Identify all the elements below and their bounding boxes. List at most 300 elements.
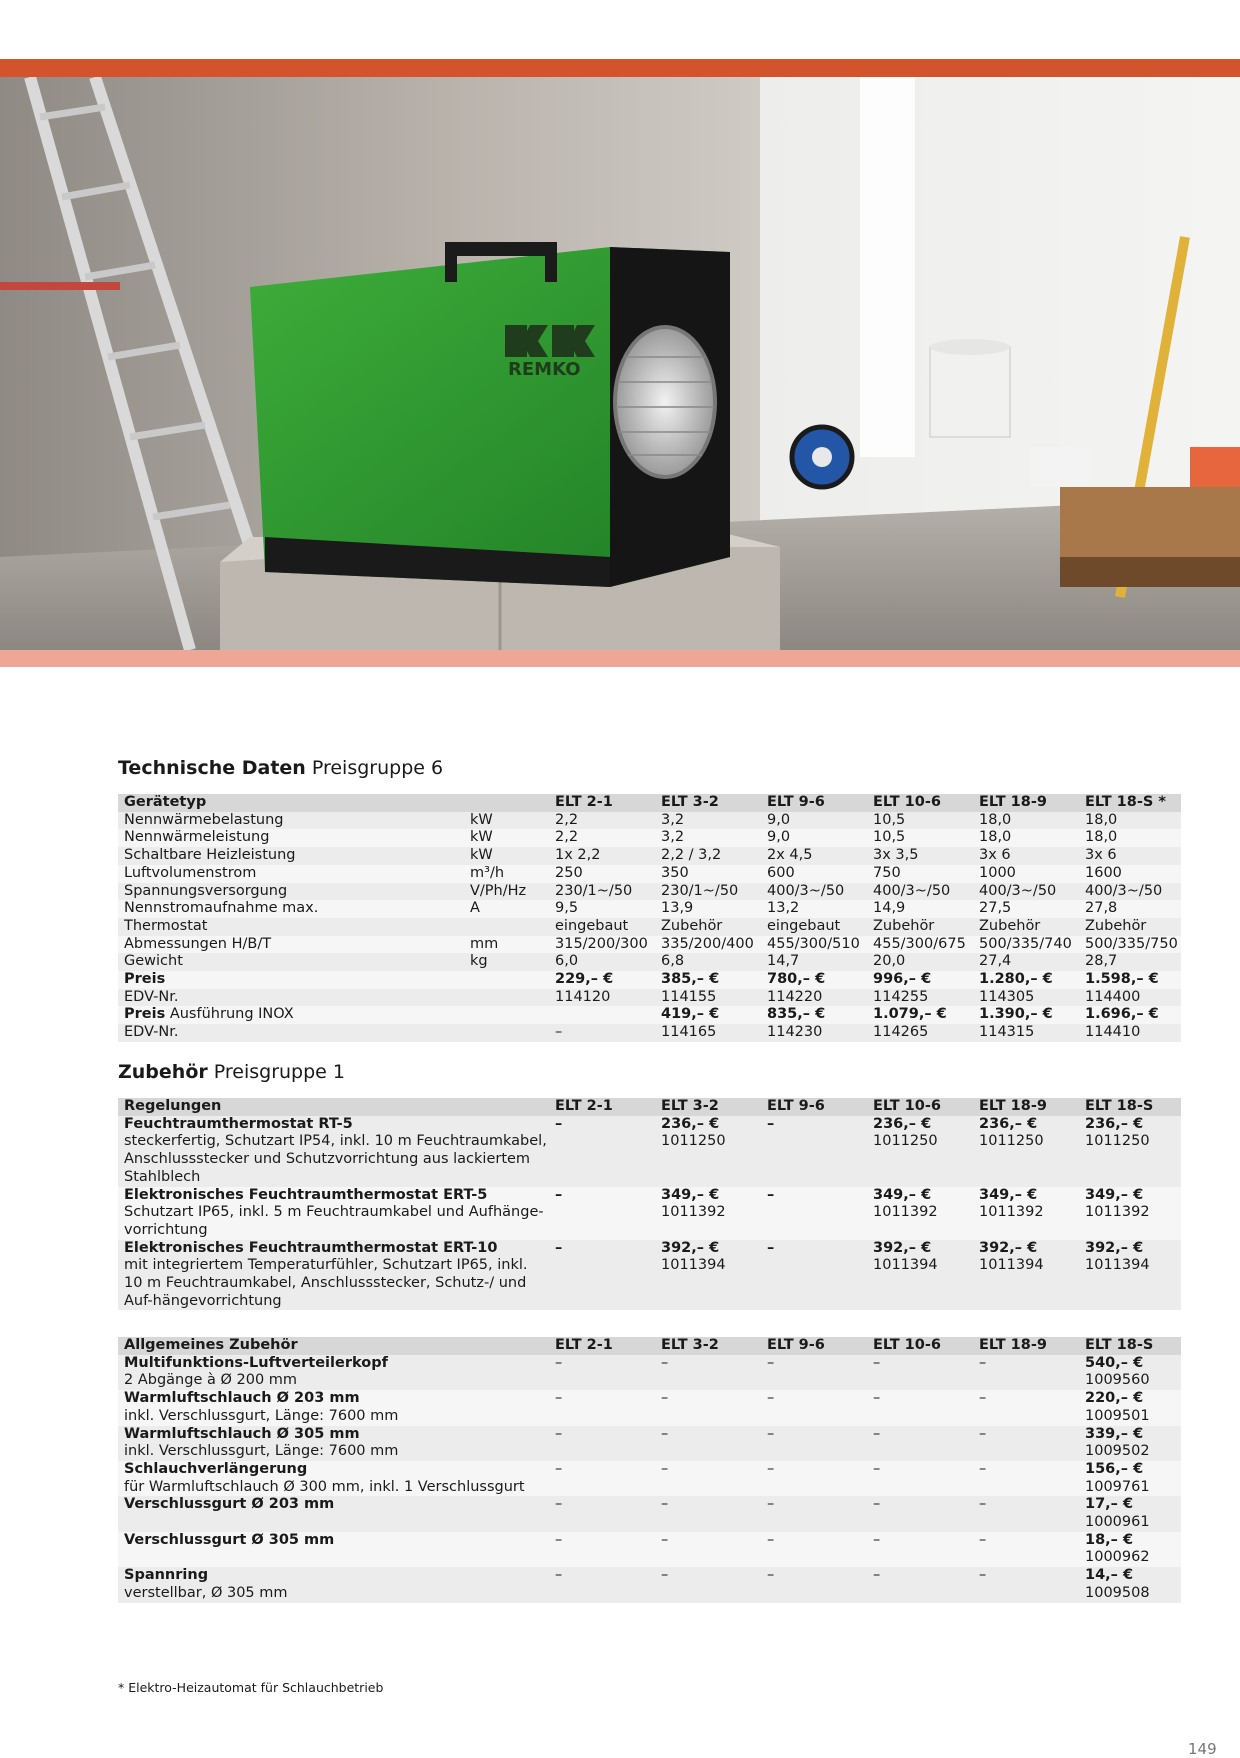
- table-cell: ELT 18-S *: [1079, 794, 1181, 812]
- price: –: [555, 1425, 563, 1442]
- table-cell: [118, 1116, 549, 1187]
- row-label: Nennstromaufnahme max.: [124, 900, 319, 917]
- table-cell: 315/200/300: [549, 936, 655, 954]
- row-label: Spannungsversorgung: [124, 882, 288, 899]
- price: –: [555, 1460, 563, 1477]
- row-label-suffix: Ausführung INOX: [165, 1006, 294, 1023]
- table-cell: [867, 1240, 973, 1311]
- table-cell: [1079, 1461, 1181, 1496]
- table-cell: 28,7: [1079, 953, 1181, 971]
- top-accent-bar: [0, 59, 1240, 77]
- price: –: [873, 1354, 881, 1371]
- table-cell: [118, 1496, 549, 1531]
- table-row: [118, 1390, 1181, 1425]
- table-cell: [118, 1006, 464, 1024]
- price: –: [979, 1496, 987, 1513]
- table-cell: ELT 3-2: [655, 1098, 761, 1116]
- table-cell: [761, 1240, 867, 1311]
- row-label: Luftvolumenstrom: [124, 864, 257, 881]
- table-cell: [655, 1187, 761, 1240]
- row-label: Preis: [124, 1006, 166, 1023]
- table-cell: 9,0: [761, 829, 867, 847]
- table-cell: [118, 1567, 549, 1602]
- article-number: 1011394: [661, 1257, 726, 1274]
- table-cell: [973, 1355, 1079, 1390]
- table-cell: 10,5: [867, 829, 973, 847]
- table-cell: Zubehör: [973, 918, 1079, 936]
- table-cell: [973, 1116, 1079, 1187]
- table-cell: 18,0: [973, 829, 1079, 847]
- price: –: [767, 1354, 775, 1371]
- row-label: EDV-Nr.: [124, 988, 179, 1005]
- item-description: für Warmluftschlauch Ø 300 mm, inkl. 1 Verschlussgurt: [124, 1478, 525, 1495]
- item-name: Feuchtraumthermostat RT-5: [124, 1115, 353, 1132]
- price: –: [979, 1390, 987, 1407]
- table-row: [118, 1532, 1181, 1567]
- table-cell: 3x 6: [1079, 847, 1181, 865]
- row-label: EDV-Nr.: [124, 1024, 179, 1041]
- price: 220,– €: [1085, 1390, 1144, 1407]
- table-cell: [655, 1461, 761, 1496]
- table-row: [118, 883, 1181, 901]
- item-name: Elektronisches Feuchtraumthermostat ERT-5: [124, 1186, 488, 1203]
- table-cell: 1.280,– €: [973, 971, 1079, 989]
- price: –: [873, 1496, 881, 1513]
- table-cell: [118, 865, 464, 883]
- table-row: [118, 1496, 1181, 1531]
- table-cell: 419,– €: [655, 1006, 761, 1024]
- table-cell: [761, 1567, 867, 1602]
- table-cell: [464, 989, 549, 1007]
- table-cell: ELT 10-6: [867, 794, 973, 812]
- table-cell: 2x 4,5: [761, 847, 867, 865]
- article-number: 1011394: [1085, 1257, 1150, 1274]
- table-cell: ELT 2-1: [549, 1098, 655, 1116]
- table-cell: [655, 1355, 761, 1390]
- table-cell: 14,9: [867, 900, 973, 918]
- price: 392,– €: [979, 1239, 1038, 1256]
- table-cell: [549, 1532, 655, 1567]
- table-cell: [655, 1496, 761, 1531]
- price: –: [555, 1186, 563, 1203]
- table-row: [118, 989, 1181, 1007]
- price: 339,– €: [1085, 1425, 1144, 1442]
- table-cell: ELT 3-2: [655, 794, 761, 812]
- item-name: Schlauchverlängerung: [124, 1460, 308, 1477]
- table-cell: [867, 1496, 973, 1531]
- table-cell: ELT 2-1: [549, 1337, 655, 1355]
- price: –: [767, 1186, 775, 1203]
- table-cell: 13,9: [655, 900, 761, 918]
- table-cell: 13,2: [761, 900, 867, 918]
- table-cell: 750: [867, 865, 973, 883]
- table-cell: [118, 1024, 464, 1042]
- price: –: [767, 1115, 775, 1132]
- controls-table: [118, 1098, 1181, 1310]
- table-cell: [118, 812, 464, 830]
- table-cell: 2,2: [549, 829, 655, 847]
- table-cell: 400/3~/50: [1079, 883, 1181, 901]
- table-cell: 9,5: [549, 900, 655, 918]
- table-cell: 27,4: [973, 953, 1079, 971]
- table-cell: [761, 1116, 867, 1187]
- item-name: Multifunktions-Luftverteilerkopf: [124, 1354, 388, 1371]
- table-cell: Allgemeines Zubehör: [118, 1337, 549, 1355]
- tech-data-table: [118, 794, 1181, 1042]
- price: 349,– €: [979, 1186, 1038, 1203]
- table-row: [118, 1240, 1181, 1311]
- price: –: [873, 1460, 881, 1477]
- table-cell: 6,8: [655, 953, 761, 971]
- article-number: 1009502: [1085, 1443, 1150, 1460]
- table-cell: [118, 847, 464, 865]
- article-number: 1009501: [1085, 1407, 1150, 1424]
- table-cell: [464, 1024, 549, 1042]
- table-cell: [549, 1390, 655, 1425]
- row-label: Thermostat: [124, 917, 208, 934]
- table-cell: 114165: [655, 1024, 761, 1042]
- table-cell: [118, 1240, 549, 1311]
- article-number: 1011392: [873, 1204, 938, 1221]
- table-cell: 114410: [1079, 1024, 1181, 1042]
- table-cell: [1079, 1426, 1181, 1461]
- price: 392,– €: [661, 1239, 720, 1256]
- price: –: [767, 1567, 775, 1584]
- item-description: 2 Abgänge à Ø 200 mm: [124, 1372, 298, 1389]
- price: 236,– €: [979, 1115, 1038, 1132]
- table-cell: 114220: [761, 989, 867, 1007]
- row-label: Nennwärmeleistung: [124, 829, 270, 846]
- table-cell: ELT 2-1: [549, 794, 655, 812]
- table-row: [118, 900, 1181, 918]
- item-description: verstellbar, Ø 305 mm: [124, 1584, 288, 1601]
- table-cell: 500/335/750: [1079, 936, 1181, 954]
- table-cell: [549, 1567, 655, 1602]
- price: –: [555, 1567, 563, 1584]
- price: –: [555, 1390, 563, 1407]
- table-cell: 20,0: [867, 953, 973, 971]
- table-cell: [867, 1426, 973, 1461]
- price: 349,– €: [1085, 1186, 1144, 1203]
- table-cell: [655, 1567, 761, 1602]
- tech-data-subtitle: Preisgruppe 6: [311, 757, 444, 779]
- table-row: [118, 918, 1181, 936]
- table-cell: 10,5: [867, 812, 973, 830]
- table-row: [118, 1116, 1181, 1187]
- table-cell: m³/h: [464, 865, 549, 883]
- table-cell: Zubehör: [1079, 918, 1181, 936]
- table-cell: [655, 1390, 761, 1425]
- item-description: Schutzart IP65, inkl. 5 m Feuchtraumkabel und Aufhänge-vorrichtung: [124, 1204, 544, 1238]
- table-cell: [549, 1240, 655, 1311]
- table-cell: 114155: [655, 989, 761, 1007]
- table-cell: [118, 900, 464, 918]
- table-cell: [118, 883, 464, 901]
- price: –: [767, 1425, 775, 1442]
- table-cell: 14,7: [761, 953, 867, 971]
- table-cell: 9,0: [761, 812, 867, 830]
- price: –: [555, 1531, 563, 1548]
- table-cell: [118, 1390, 549, 1425]
- price: 236,– €: [873, 1115, 932, 1132]
- table-cell: 1000: [973, 865, 1079, 883]
- table-cell: 114230: [761, 1024, 867, 1042]
- table-cell: V/Ph/Hz: [464, 883, 549, 901]
- price: –: [873, 1425, 881, 1442]
- table-cell: [973, 1461, 1079, 1496]
- table-cell: [549, 1187, 655, 1240]
- price: 236,– €: [1085, 1115, 1144, 1132]
- table-cell: [973, 1532, 1079, 1567]
- table-cell: [867, 1461, 973, 1496]
- price: 349,– €: [661, 1186, 720, 1203]
- article-number: 1011392: [661, 1204, 726, 1221]
- table-cell: [1079, 1496, 1181, 1531]
- price: –: [873, 1390, 881, 1407]
- price: –: [767, 1460, 775, 1477]
- table-cell: kW: [464, 847, 549, 865]
- table-cell: ELT 9-6: [761, 1098, 867, 1116]
- price: –: [661, 1390, 669, 1407]
- price: 14,– €: [1085, 1567, 1134, 1584]
- table-row: [118, 829, 1181, 847]
- table-cell: 455/300/675: [867, 936, 973, 954]
- price: –: [979, 1460, 987, 1477]
- table-cell: [118, 1461, 549, 1496]
- table-cell: 114400: [1079, 989, 1181, 1007]
- price: –: [661, 1567, 669, 1584]
- table-cell: [549, 1496, 655, 1531]
- footnote: * Elektro-Heizautomat für Schlauchbetrieb: [118, 1680, 384, 1695]
- table-cell: 18,0: [973, 812, 1079, 830]
- price: 156,– €: [1085, 1460, 1144, 1477]
- table-cell: [973, 1390, 1079, 1425]
- table-cell: [973, 1567, 1079, 1602]
- price: –: [873, 1531, 881, 1548]
- table-cell: 3x 6: [973, 847, 1079, 865]
- table-cell: 500/335/740: [973, 936, 1079, 954]
- table-cell: eingebaut: [761, 918, 867, 936]
- table-cell: 18,0: [1079, 812, 1181, 830]
- article-number: 1011250: [661, 1133, 726, 1150]
- article-number: 1009560: [1085, 1372, 1150, 1389]
- table-cell: [1079, 1567, 1181, 1602]
- table-row: [118, 847, 1181, 865]
- table-cell: 250: [549, 865, 655, 883]
- table-cell: 3,2: [655, 829, 761, 847]
- table-cell: eingebaut: [549, 918, 655, 936]
- article-number: 1011392: [979, 1204, 1044, 1221]
- table-row: [118, 1426, 1181, 1461]
- table-cell: kg: [464, 953, 549, 971]
- table-cell: [761, 1532, 867, 1567]
- article-number: 1011250: [873, 1133, 938, 1150]
- table-cell: 455/300/510: [761, 936, 867, 954]
- table-cell: [118, 918, 464, 936]
- table-cell: [973, 1426, 1079, 1461]
- table-cell: 114255: [867, 989, 973, 1007]
- table-cell: 1.079,– €: [867, 1006, 973, 1024]
- bottom-accent-bar: [0, 650, 1240, 667]
- table-cell: [973, 1496, 1079, 1531]
- remko-logo: REMKO: [508, 359, 581, 380]
- price: –: [979, 1531, 987, 1548]
- table-cell: 1.390,– €: [973, 1006, 1079, 1024]
- price: –: [767, 1531, 775, 1548]
- table-cell: kW: [464, 829, 549, 847]
- accessories-subtitle: Preisgruppe 1: [213, 1061, 345, 1083]
- item-description: mit integriertem Temperaturfühler, Schutzart IP65, inkl. 10 m Feuchtraumkabel, Anschlussstecker, Schutz-/ und Auf-hängevorrichtung: [124, 1257, 528, 1309]
- table-header-row: [118, 794, 1181, 812]
- table-cell: [549, 1461, 655, 1496]
- table-cell: ELT 18-9: [973, 1098, 1079, 1116]
- price: –: [979, 1354, 987, 1371]
- article-number: 1011394: [979, 1257, 1044, 1274]
- table-cell: [761, 1390, 867, 1425]
- table-cell: [1079, 1355, 1181, 1390]
- table-cell: A: [464, 900, 549, 918]
- price: –: [555, 1239, 563, 1256]
- table-cell: [867, 1390, 973, 1425]
- table-row: [118, 865, 1181, 883]
- table-cell: 1.696,– €: [1079, 1006, 1181, 1024]
- article-number: 1011250: [1085, 1133, 1150, 1150]
- table-cell: 996,– €: [867, 971, 973, 989]
- table-row: [118, 1461, 1181, 1496]
- table-cell: [118, 989, 464, 1007]
- accessories-heading: [118, 1061, 345, 1083]
- table-cell: [867, 1187, 973, 1240]
- table-cell: 2,2: [549, 812, 655, 830]
- table-cell: Zubehör: [655, 918, 761, 936]
- row-label: Nennwärmebelastung: [124, 811, 284, 828]
- table-row: [118, 1355, 1181, 1390]
- table-cell: ELT 18-S: [1079, 1098, 1181, 1116]
- table-cell: 780,– €: [761, 971, 867, 989]
- price: –: [661, 1460, 669, 1477]
- article-number: 1011250: [979, 1133, 1044, 1150]
- table-cell: ELT 9-6: [761, 794, 867, 812]
- table-cell: [867, 1116, 973, 1187]
- tech-data-heading: [118, 757, 443, 779]
- table-cell: 230/1~/50: [655, 883, 761, 901]
- price: 392,– €: [1085, 1239, 1144, 1256]
- table-cell: 27,8: [1079, 900, 1181, 918]
- table-cell: [973, 1187, 1079, 1240]
- table-cell: [761, 1496, 867, 1531]
- table-cell: [1079, 1116, 1181, 1187]
- table-cell: 1600: [1079, 865, 1181, 883]
- table-cell: [1079, 1240, 1181, 1311]
- article-number: 1000961: [1085, 1514, 1150, 1531]
- article-number: 1011392: [1085, 1204, 1150, 1221]
- table-cell: Gerätetyp: [118, 794, 464, 812]
- table-cell: [655, 1240, 761, 1311]
- table-cell: Regelungen: [118, 1098, 549, 1116]
- price: –: [767, 1496, 775, 1513]
- table-cell: 114120: [549, 989, 655, 1007]
- table-cell: 2,2 / 3,2: [655, 847, 761, 865]
- table-cell: ELT 10-6: [867, 1098, 973, 1116]
- price: –: [661, 1496, 669, 1513]
- table-cell: ELT 18-9: [973, 794, 1079, 812]
- table-cell: ELT 9-6: [761, 1337, 867, 1355]
- table-cell: [867, 1355, 973, 1390]
- table-cell: ELT 18-9: [973, 1337, 1079, 1355]
- table-cell: [655, 1532, 761, 1567]
- product-photo: [0, 77, 1240, 650]
- table-cell: [118, 1532, 549, 1567]
- table-cell: ELT 3-2: [655, 1337, 761, 1355]
- table-cell: ELT 18-S: [1079, 1337, 1181, 1355]
- table-cell: 1x 2,2: [549, 847, 655, 865]
- table-cell: [655, 1426, 761, 1461]
- table-cell: 6,0: [549, 953, 655, 971]
- table-cell: 400/3~/50: [973, 883, 1079, 901]
- table-cell: 3,2: [655, 812, 761, 830]
- table-cell: 27,5: [973, 900, 1079, 918]
- table-cell: [761, 1187, 867, 1240]
- table-cell: [1079, 1390, 1181, 1425]
- table-cell: 400/3~/50: [761, 883, 867, 901]
- table-cell: 350: [655, 865, 761, 883]
- price: 17,– €: [1085, 1496, 1134, 1513]
- price: –: [661, 1531, 669, 1548]
- table-cell: 114315: [973, 1024, 1079, 1042]
- table-cell: 1.598,– €: [1079, 971, 1181, 989]
- table-header-row: [118, 1337, 1181, 1355]
- price: –: [661, 1425, 669, 1442]
- price: –: [661, 1354, 669, 1371]
- accessories-title: Zubehör: [118, 1061, 208, 1083]
- table-row: [118, 1567, 1181, 1602]
- table-cell: [761, 1461, 867, 1496]
- table-row: [118, 936, 1181, 954]
- table-cell: 600: [761, 865, 867, 883]
- price: –: [767, 1239, 775, 1256]
- table-cell: 335/200/400: [655, 936, 761, 954]
- table-cell: [118, 1355, 549, 1390]
- table-cell: [464, 794, 549, 812]
- table-cell: [761, 1355, 867, 1390]
- table-cell: 114305: [973, 989, 1079, 1007]
- table-cell: –: [549, 1024, 655, 1042]
- item-name: Spannring: [124, 1567, 209, 1584]
- table-row: [118, 812, 1181, 830]
- table-cell: [118, 829, 464, 847]
- price: 236,– €: [661, 1115, 720, 1132]
- item-name: Elektronisches Feuchtraumthermostat ERT-10: [124, 1239, 498, 1256]
- table-cell: [1079, 1187, 1181, 1240]
- table-cell: 3x 3,5: [867, 847, 973, 865]
- item-name: Warmluftschlauch Ø 305 mm: [124, 1425, 360, 1442]
- price: –: [979, 1425, 987, 1442]
- table-cell: [118, 953, 464, 971]
- row-label: Gewicht: [124, 953, 183, 970]
- table-cell: [867, 1567, 973, 1602]
- table-row: [118, 1006, 1181, 1024]
- item-name: Verschlussgurt Ø 203 mm: [124, 1496, 335, 1513]
- general-accessories-table: [118, 1337, 1181, 1603]
- table-cell: [118, 936, 464, 954]
- table-cell: 230/1~/50: [549, 883, 655, 901]
- table-header-row: [118, 1098, 1181, 1116]
- table-cell: 400/3~/50: [867, 883, 973, 901]
- table-row: [118, 1187, 1181, 1240]
- table-row: [118, 1024, 1181, 1042]
- item-name: Verschlussgurt Ø 305 mm: [124, 1531, 335, 1548]
- table-cell: [973, 1240, 1079, 1311]
